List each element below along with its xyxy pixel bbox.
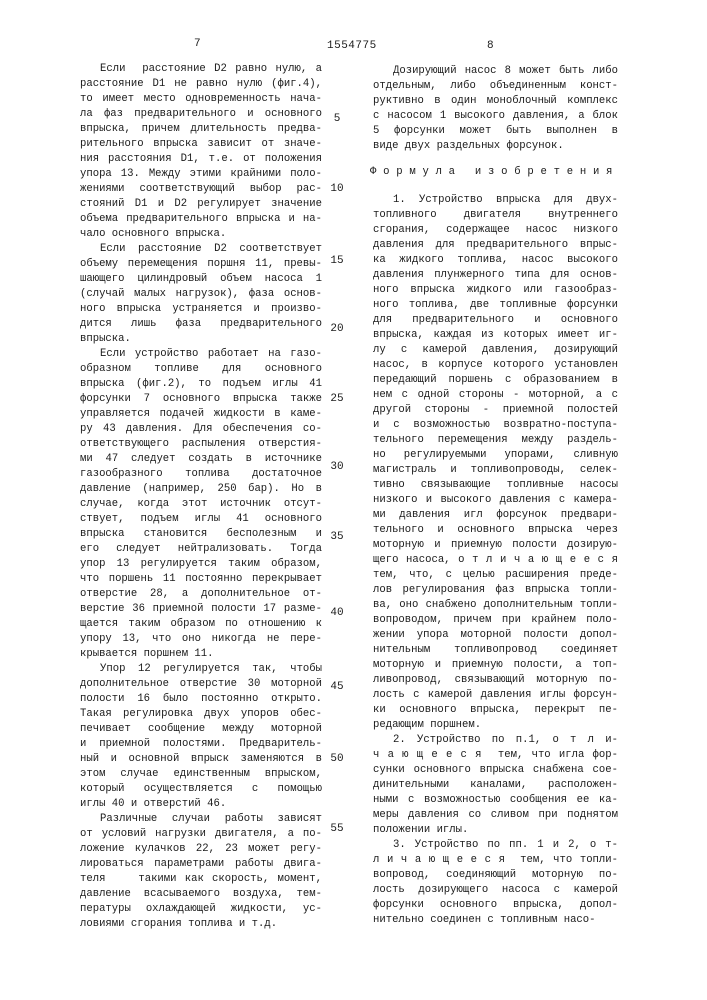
text-line: ла фаз предварительного и основного xyxy=(80,107,322,122)
left-column-text xyxy=(80,62,322,932)
text-line: давление всасываемого воздуха, тем- xyxy=(80,887,322,902)
text-line: магистраль и топливопроводы, селек- xyxy=(373,463,618,478)
text-line: теля такими как скорость, момент, xyxy=(80,872,322,887)
text-line: жении упора моторной полости допол- xyxy=(373,628,618,643)
text-line: ва, оно снабжено дополнительным топли- xyxy=(373,598,618,613)
line-number: 15 xyxy=(330,255,344,267)
line-number: 10 xyxy=(330,183,344,195)
text-line: (случай малых нагрузок), фаза основ- xyxy=(80,287,322,302)
text-line: рительного впрыска зависит от значе- xyxy=(80,137,322,152)
text-line: нительным топливопровод соединяет xyxy=(373,643,618,658)
text-line: ния расстояния D1, т.е. от положения xyxy=(80,152,322,167)
text-line: жениями соответствующий выбор рас- xyxy=(80,182,322,197)
text-line: с насосом 1 высокого давления, а блок xyxy=(373,109,618,124)
text-line: тивно связывающие топливные насосы xyxy=(373,478,618,493)
text-line: форсунки 7 основного впрыска также xyxy=(80,392,322,407)
text-line: шающего цилиндровый объем насоса 1 xyxy=(80,272,322,287)
text-line: впрыска, причем длительность предва- xyxy=(80,122,322,137)
text-line: вопровод, соединяющий моторную по- xyxy=(373,868,618,883)
text-line: впрыска. xyxy=(80,332,322,347)
text-line: объема предварительного впрыска и на- xyxy=(80,212,322,227)
text-line: редающим поршнем. xyxy=(373,718,618,733)
text-line: ного топлива, две топливные форсунки xyxy=(373,298,618,313)
text-line: газообразного топлива достаточное xyxy=(80,467,322,482)
claims-heading: Ф о р м у л а и з о б р е т е н и я xyxy=(370,166,620,178)
line-number: 50 xyxy=(330,753,344,765)
text-line: стояний D1 и D2 регулирует значение xyxy=(80,197,322,212)
text-line: ч а ю щ е е с я тем, что игла фор- xyxy=(373,748,618,763)
text-line: лу с камерой давления, дозирующий xyxy=(373,343,618,358)
text-line: ми давления игл форсунок предвари- xyxy=(373,508,618,523)
text-line: Если расстояние D2 равно нулю, а xyxy=(80,62,322,77)
text-line: тельного и основного впрыска через xyxy=(373,523,618,538)
line-number: 40 xyxy=(330,607,344,619)
text-line: давления для предварительного впрыс- xyxy=(373,238,618,253)
text-line: Дозирующий насос 8 может быть либо xyxy=(373,64,618,79)
text-line: щего насоса, о т л и ч а ю щ е е с я xyxy=(373,553,618,568)
text-line: полости 16 было постоянно открыто. xyxy=(80,692,322,707)
text-line: то имеет место одновременность нача- xyxy=(80,92,322,107)
text-line: дится лишь фаза предварительного xyxy=(80,317,322,332)
text-line: ки основного впрыска, перекрыт пе- xyxy=(373,703,618,718)
text-line: меры давления со сливом при поднятом xyxy=(373,808,618,823)
left-page-number: 7 xyxy=(194,38,201,50)
text-line: этом случае единственным впрыском, xyxy=(80,767,322,782)
text-line: другой стороны - приемной полостей xyxy=(373,403,618,418)
text-line: Различные случаи работы зависят xyxy=(80,812,322,827)
text-line: случае, когда этот источник отсут- xyxy=(80,497,322,512)
text-line: нем с одной стороны - моторной, а с xyxy=(373,388,618,403)
text-line: ответствующего распыления отверстия- xyxy=(80,437,322,452)
text-line: 2. Устройство по п.1, о т л и- xyxy=(373,733,618,748)
text-line: печивает сообщение между моторной xyxy=(80,722,322,737)
text-line: и приемной полостями. Предваритель- xyxy=(80,737,322,752)
text-line: виде двух раздельных форсунок. xyxy=(373,139,618,154)
right-column-intro xyxy=(373,64,618,154)
line-number: 45 xyxy=(330,681,344,693)
text-line: ловиями сгорания топлива и т.д. xyxy=(80,917,322,932)
text-line: упора 13. Между этими крайними поло- xyxy=(80,167,322,182)
text-line: динительными каналами, расположен- xyxy=(373,778,618,793)
text-line: ного впрыска жидкого или газообраз- xyxy=(373,283,618,298)
text-line: ка жидкого топлива, насос высокого xyxy=(373,253,618,268)
text-line: лов регулирования фаз впрыска топли- xyxy=(373,583,618,598)
line-number: 35 xyxy=(330,531,344,543)
text-line: расстояние D1 не равно нулю (фиг.4), xyxy=(80,77,322,92)
text-line: отверстие 28, а дополнительное от- xyxy=(80,587,322,602)
text-line: 3. Устройство по пп. 1 и 2, о т- xyxy=(373,838,618,853)
text-line: ми 47 следует создать в источнике xyxy=(80,452,322,467)
text-line: впрыска (фиг.2), то подъем иглы 41 xyxy=(80,377,322,392)
text-line: который осуществляется с помощью xyxy=(80,782,322,797)
text-line: тельного перемещения между раздель- xyxy=(373,433,618,448)
line-number: 5 xyxy=(330,113,344,125)
text-line: л и ч а ю щ е е с я тем, что топли- xyxy=(373,853,618,868)
text-line: иглы 40 и отверстий 46. xyxy=(80,797,322,812)
text-line: ными с возможностью сообщения ее ка- xyxy=(373,793,618,808)
text-line: Если расстояние D2 соответствует xyxy=(80,242,322,257)
text-line: топливного двигателя внутреннего xyxy=(373,208,618,223)
text-line: управляется подачей жидкости в каме- xyxy=(80,407,322,422)
text-line: тем, что, с целью расширения преде- xyxy=(373,568,618,583)
text-line: давления плунжерного типа для основ- xyxy=(373,268,618,283)
text-line: что поршень 11 постоянно перекрывает xyxy=(80,572,322,587)
line-number: 20 xyxy=(330,323,344,335)
text-line: от условий нагрузки двигателя, а по- xyxy=(80,827,322,842)
text-line: пературы охлаждающей жидкости, ус- xyxy=(80,902,322,917)
line-number: 55 xyxy=(330,823,344,835)
text-line: передающий поршень с образованием в xyxy=(373,373,618,388)
patent-number: 1554775 xyxy=(327,40,377,52)
line-number: 25 xyxy=(330,393,344,405)
text-line: упор 13 регулируется таким образом, xyxy=(80,557,322,572)
text-line: Такая регулировка двух упоров обес- xyxy=(80,707,322,722)
text-line: моторную и приемную полости, а топ- xyxy=(373,658,618,673)
text-line: крывается поршнем 11. xyxy=(80,647,322,662)
claims-text xyxy=(373,193,618,928)
text-line: лость с камерой давления иглы форсун- xyxy=(373,688,618,703)
text-line: сунки основного впрыска снабжена сое- xyxy=(373,763,618,778)
text-line: отдельным, либо объединенным конст- xyxy=(373,79,618,94)
text-line: ру 43 давления. Для обеспечения со- xyxy=(80,422,322,437)
text-line: дополнительное отверстие 30 моторной xyxy=(80,677,322,692)
text-line: ложение кулачков 22, 23 может регу- xyxy=(80,842,322,857)
text-line: ный и основной впрыск заменяются в xyxy=(80,752,322,767)
text-line: для предварительного и основного xyxy=(373,313,618,328)
text-line: ного впрыска устраняется и произво- xyxy=(80,302,322,317)
text-line: насос, в корпусе которого установлен xyxy=(373,358,618,373)
text-line: нительно соединен с топливным насо- xyxy=(373,913,618,928)
text-line: упору 13, что оно никогда не пере- xyxy=(80,632,322,647)
text-line: 5 форсунки может быть выполнен в xyxy=(373,124,618,139)
text-line: сгорания, содержащее насос низкого xyxy=(373,223,618,238)
text-line: Если устройство работает на газо- xyxy=(80,347,322,362)
text-line: образном топливе для основного xyxy=(80,362,322,377)
line-number: 30 xyxy=(330,461,344,473)
text-line: чало основного впрыска. xyxy=(80,227,322,242)
text-line: 1. Устройство впрыска для двух- xyxy=(373,193,618,208)
text-line: и с возможностью возвратно-поступа- xyxy=(373,418,618,433)
text-line: щается таким образом по отношению к xyxy=(80,617,322,632)
text-line: но регулируемыми упорами, сливную xyxy=(373,448,618,463)
text-line: вопроводом, причем при крайнем поло- xyxy=(373,613,618,628)
text-line: впрыска, каждая из которых имеет иг- xyxy=(373,328,618,343)
text-line: лость дозирующего насоса с камерой xyxy=(373,883,618,898)
text-line: давление (например, 250 бар). Но в xyxy=(80,482,322,497)
right-page-number: 8 xyxy=(487,40,494,52)
text-line: положении иглы. xyxy=(373,823,618,838)
text-line: лироваться параметрами работы двига- xyxy=(80,857,322,872)
text-line: Упор 12 регулируется так, чтобы xyxy=(80,662,322,677)
text-line: руктивно в один моноблочный комплекс xyxy=(373,94,618,109)
text-line: форсунки основного впрыска, допол- xyxy=(373,898,618,913)
text-line: впрыска становится бесполезным и xyxy=(80,527,322,542)
text-line: ствует, подъем иглы 41 основного xyxy=(80,512,322,527)
text-line: моторную и приемную полости дозирую- xyxy=(373,538,618,553)
text-line: его следует нейтрализовать. Тогда xyxy=(80,542,322,557)
text-line: ливопровод, связывающий моторную по- xyxy=(373,673,618,688)
text-line: объему перемещения поршня 11, превы- xyxy=(80,257,322,272)
text-line: низкого и высокого давления с камера- xyxy=(373,493,618,508)
text-line: верстие 36 приемной полости 17 разме- xyxy=(80,602,322,617)
